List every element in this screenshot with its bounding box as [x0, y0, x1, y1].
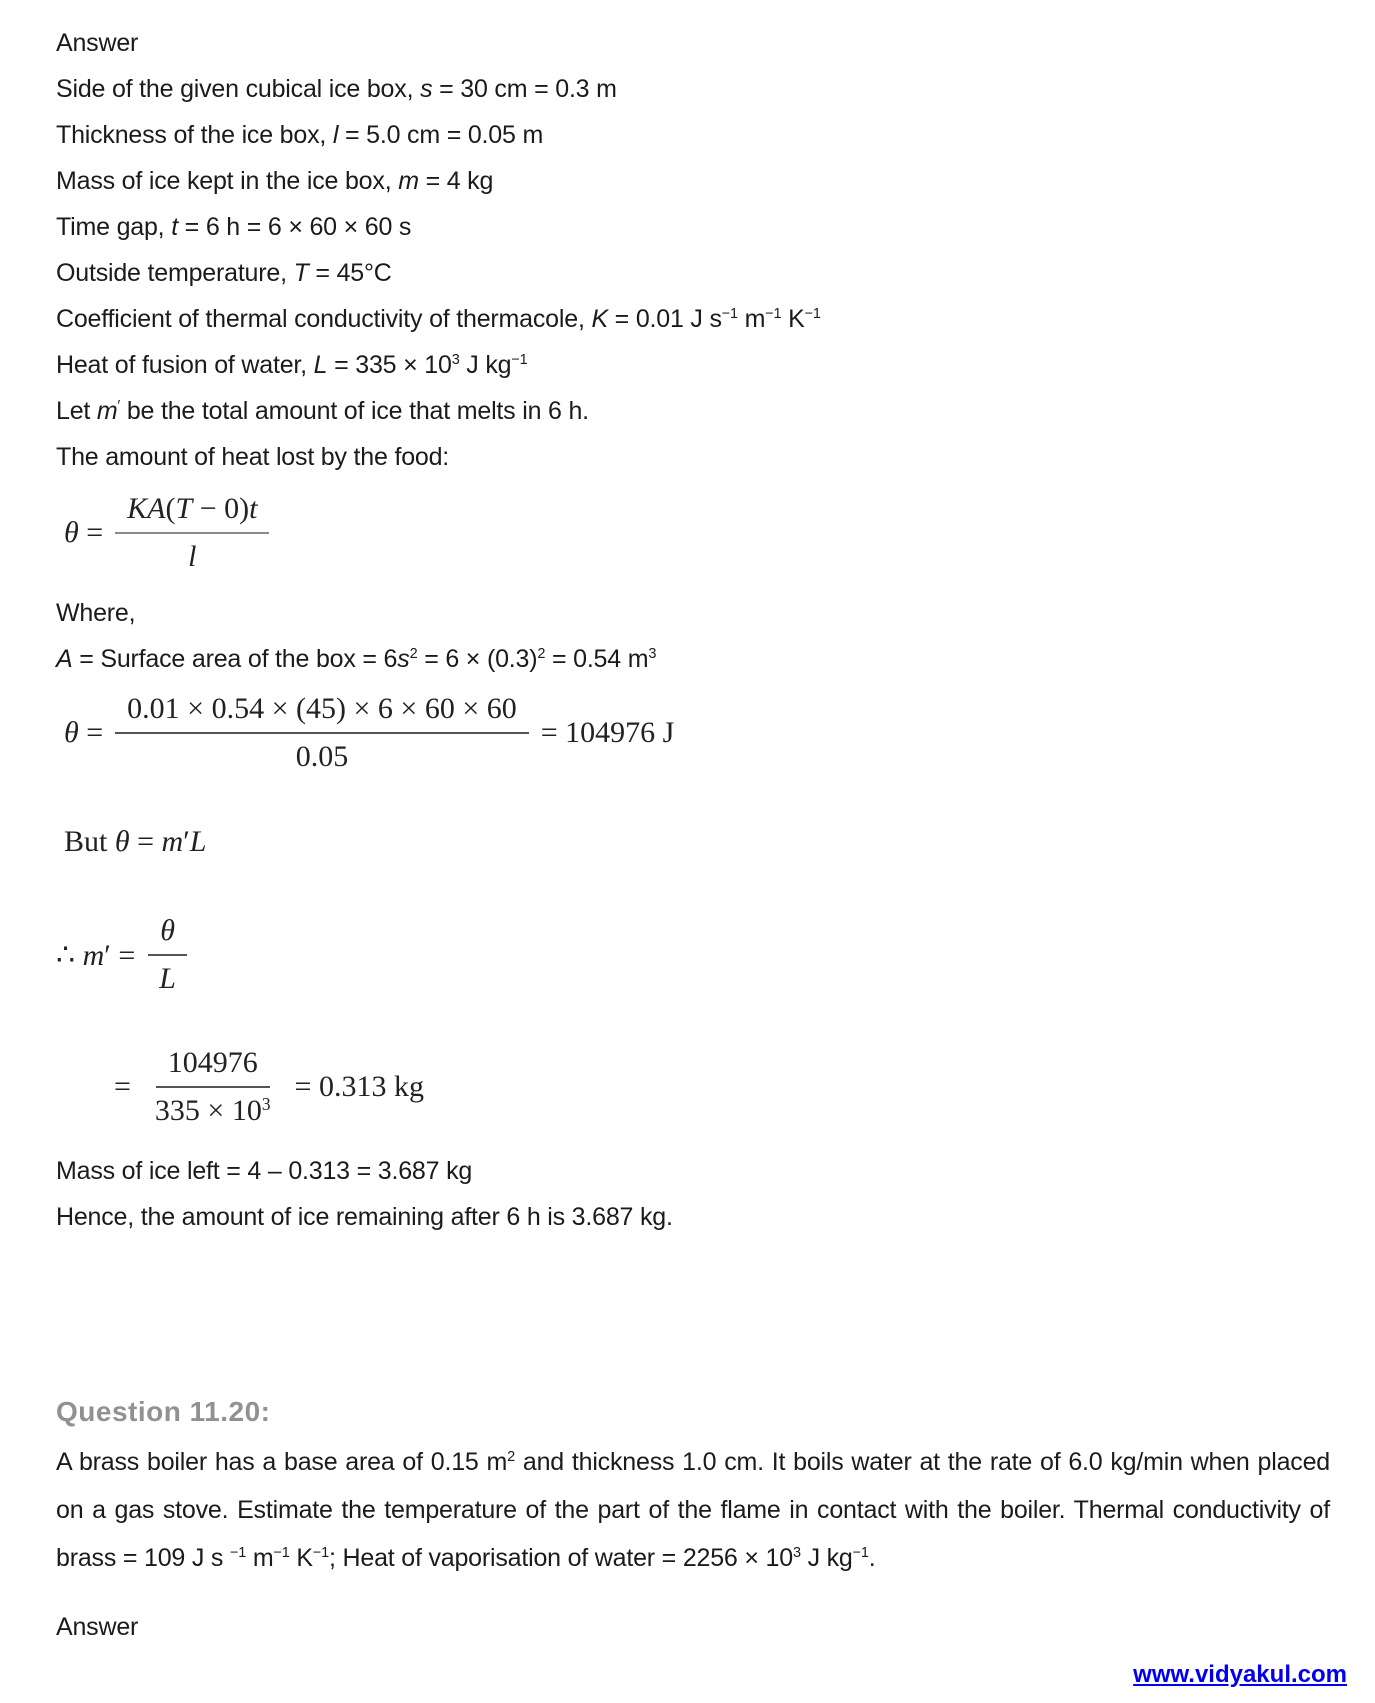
fraction-denominator: l [188, 540, 197, 573]
line-heat-lost-intro: The amount of heat lost by the food: [56, 443, 450, 471]
line-ice-mass: Mass of ice kept in the ice box, m = 4 kg [56, 167, 494, 195]
line-mass-ice-left: Mass of ice left = 4 – 0.313 = 3.687 kg [56, 1157, 473, 1185]
line-thermal-conductivity: Coefficient of thermal conductivity of thermacole, K = 0.01 J $s^{-1}$ $m^{-1}$ $K^{-1}$ [56, 305, 821, 333]
line-ice-box-thickness: Thickness of the ice box, l = 5.0 cm = 0.05 m [56, 121, 544, 149]
answer-label: Answer [56, 29, 139, 57]
fraction [115, 690, 529, 776]
fraction-numerator: θ [148, 912, 187, 956]
vidyakul-link[interactable]: www.vidyakul.com [1133, 1661, 1347, 1688]
formula-theta-value-lhs: θ = [64, 716, 104, 749]
fraction-denominator: $335 \times 10^3$ [154, 1093, 271, 1127]
formula-melted-mass-lhs: = [114, 1070, 131, 1103]
fraction-denominator: L [159, 962, 176, 995]
fraction [115, 490, 269, 576]
line-conclusion: Hence, the amount of ice remaining after 6 h is 3.687 kg. [56, 1203, 673, 1231]
question-text: A brass boiler has a base area of 0.15 $m^2$ and thickness 1.0 cm. It boils water at the rate of 6.0 kg/min when placed on a gas stove. Estimate the temperature of the part of the flame in contact with the boiler. Thermal conductivity of brass = 109 J s $^{-1}$ $m^{-1}$ $K^{-1}$; Heat of vaporisation of water = $2256 \times 10^3$ J $kg^{-1}$. [56, 1448, 1330, 1572]
formula-but-theta: But θ = m′L [64, 825, 207, 858]
line-outside-temperature: Outside temperature, T = 45°C [56, 259, 392, 287]
line-time-gap: Time gap, t = 6 h = 6 × 60 × 60 s [56, 213, 412, 241]
formula-heat-lost-lhs: θ = [64, 516, 104, 549]
fraction-denominator: 0.05 [295, 740, 349, 773]
fraction-numerator: 104976 [156, 1044, 270, 1088]
formula-heat-lost [64, 490, 269, 576]
formula-theta-value [64, 690, 674, 776]
line-where: Where, [56, 599, 136, 627]
formula-m-prime-lhs: ∴ m′ = [56, 938, 136, 972]
fraction [143, 1044, 283, 1130]
line-ice-box-side: Side of the given cubical ice box, s = 30 cm = 0.3 m [56, 75, 617, 103]
fraction-numerator: KA(T − 0)t [115, 490, 269, 534]
formula-melted-mass-result: = 0.313 kg [294, 1070, 424, 1103]
fraction-numerator: 0.01 × 0.54 × (45) × 6 × 60 × 60 [115, 690, 529, 734]
fraction [147, 912, 188, 998]
formula-m-prime [56, 912, 188, 998]
line-heat-of-fusion: Heat of fusion of water, $L = 335 \times 10^3$ J $kg^{-1}$ [56, 351, 528, 379]
formula-theta-value-result: = 104976 J [540, 716, 675, 749]
line-let-m-prime: Let m′ be the total amount of ice that melts in 6 h. [56, 397, 589, 425]
formula-melted-mass [114, 1044, 424, 1130]
solution-content [56, 20, 1330, 1650]
question-heading: Question 11.20: [56, 1396, 271, 1427]
answer-label-2: Answer [56, 1613, 139, 1641]
line-surface-area: A = Surface area of the box = $6s^2 = 6 \times (0.3)^2 = 0.54$ $m^3$ [56, 645, 657, 673]
